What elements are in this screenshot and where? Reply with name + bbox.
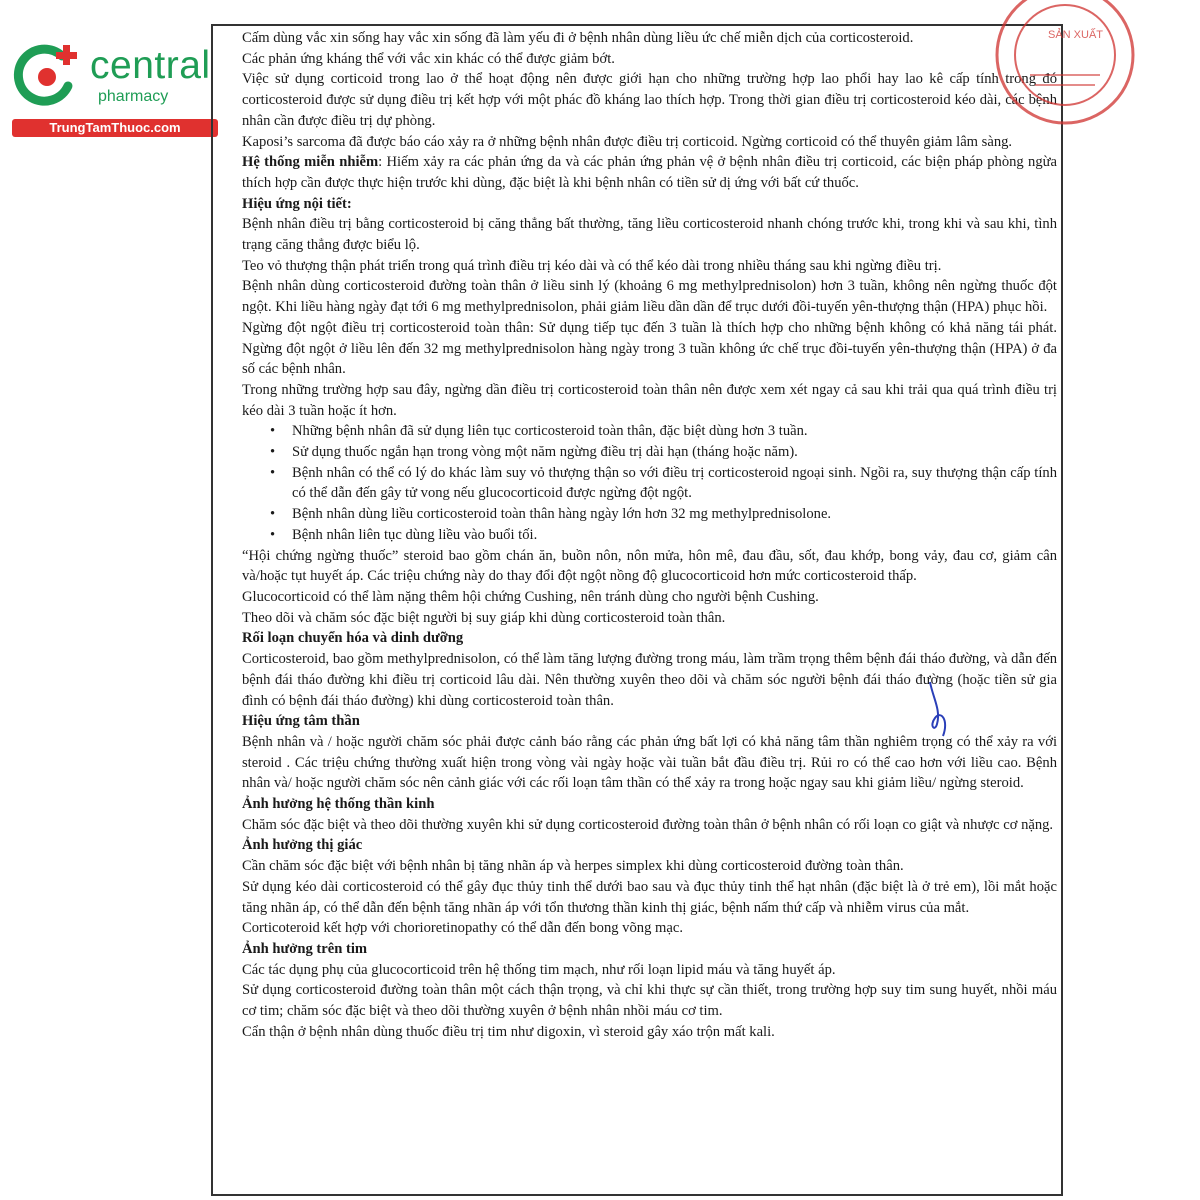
paragraph: Cẩn thận ở bệnh nhân dùng thuốc điều trị tim như digoxin, vì steroid gây xáo trộn mất kali.: [242, 1023, 775, 1040]
paragraph: Bệnh nhân điều trị bằng corticosteroid bị căng thẳng bất thường, tăng liều corticosteroid nhanh chóng trước khi, trong khi và sau khi, tình trạng căng thẳng được biểu lộ.: [242, 216, 1057, 254]
paragraph: Ngừng đột ngột điều trị corticosteroid toàn thân: Sử dụng tiếp tục đến 3 tuần là thích hợp cho những bệnh không có khả năng tái phát. Ngừng đột ngột ở liều lên đến 32 mg methylprednisolon hàng ngày trong 3 tuần không ức chế trục đồi-tuyến yên-thượng thận (HPA) ở đa số các bệnh nhân.: [242, 319, 1057, 378]
paragraph: Sử dụng corticosteroid đường toàn thân một cách thận trọng, và chỉ khi thực sự cần thiết, trong trường hợp suy tim sung huyết, nhồi máu cơ tim; chăm sóc đặc biệt và theo dõi thường xuyên ở bệnh nhân nhồi máu cơ tim.: [242, 982, 1057, 1020]
brand-subtitle: pharmacy: [98, 88, 169, 105]
paragraph: Các tác dụng phụ của glucocorticoid trên hệ thống tim mạch, như rối loạn lipid máu và tăng huyết áp.: [242, 961, 836, 978]
paragraph: Các phản ứng kháng thể với vắc xin khác có thể được giảm bớt.: [242, 50, 615, 67]
paragraph: Trong những trường hợp sau đây, ngừng dần điều trị corticosteroid toàn thân nên được xem xét ngay cả sau khi trải qua quá trình điều trị kéo dài 3 tuần hoặc ít hơn.: [242, 381, 1057, 419]
list-item: • Bệnh nhân liên tục dùng liều vào buổi tối.: [292, 525, 1057, 546]
vision-heading: Ảnh hưởng thị giác: [242, 837, 363, 854]
brand-website-link[interactable]: TrungTamThuoc.com: [12, 119, 218, 137]
immune-label: Hệ thống miễn nhiễm: [242, 154, 379, 171]
pharmacy-cross-logo-icon: [10, 40, 84, 114]
paragraph: Bệnh nhân và / hoặc người chăm sóc phải được cảnh báo rằng các phản ứng bất lợi có khả năng tâm thần nghiêm trọng có thể xảy ra với steroid . Các triệu chứng thường xuất hiện trong vòng vài ngày hoặc vài tuần bắt đầu điều trị. Rủi ro có thể cao hơn với liều cao. Bệnh nhân và/ hoặc người chăm sóc nên cảnh giác với các rối loạn tâm thần có thể xảy ra trong hoặc ngay sau khi giảm liều/ ngừng steroid.: [242, 733, 1057, 792]
list-item: • Bệnh nhân có thể có lý do khác làm suy vỏ thượng thận so với điều trị corticosteroid ngoại sinh. Ngồi ra, suy thượng thận cấp tính có thể dẫn đến gây tử vong nếu glucocorticoid được ngừng đột ngột.: [292, 463, 1057, 504]
heart-heading: Ảnh hưởng trên tim: [242, 940, 368, 957]
paragraph: Theo dõi và chăm sóc đặc biệt người bị suy giáp khi dùng corticosteroid toàn thân.: [242, 609, 726, 626]
immune-paragraph: [242, 152, 1057, 193]
paragraph: Teo vỏ thượng thận phát triển trong quá trình điều trị kéo dài và có thể kéo dài trong nhiều tháng sau khi ngừng điều trị.: [242, 257, 942, 274]
immune-text: : Hiếm xảy ra các phản ứng da và các phản ứng phản vệ ở bệnh nhân điều trị corticoid, các biện pháp phòng ngừa thích hợp cần được thực hiện trước khi dùng, đặc biệt là khi bệnh nhân có tiền sử dị ứng với bất cứ thuốc.: [242, 154, 1057, 191]
psych-heading: Hiệu ứng tâm thần: [242, 713, 360, 730]
paragraph: Corticoteroid kết hợp với chorioretinopathy có thể dẫn đến bong võng mạc.: [242, 920, 683, 937]
central-pharmacy-logo[interactable]: [10, 40, 215, 140]
paragraph: Cấm dùng vắc xin sống hay vắc xin sống đã làm yếu đi ở bệnh nhân dùng liều ức chế miễn dịch của corticosteroid.: [242, 30, 914, 46]
nervous-heading: Ảnh hưởng hệ thống thần kinh: [242, 796, 435, 813]
list-item: • Sử dụng thuốc ngắn hạn trong vòng một năm ngừng điều trị dài hạn (tháng hoặc năm).: [292, 442, 1057, 463]
bullet-list: [242, 421, 1057, 545]
paragraph: “Hội chứng ngừng thuốc” steroid bao gồm chán ăn, buồn nôn, nôn mửa, hôn mê, đau đầu, sốt, đau khớp, bong vảy, đau cơ, giảm cân và/hoặc tụt huyết áp. Các triệu chứng này do thay đổi đột ngột nồng độ glucocorticoid hơn mức corticosteroid thấp.: [242, 547, 1057, 585]
paragraph: Chăm sóc đặc biệt và theo dõi thường xuyên khi sử dụng corticosteroid đường toàn thân ở bệnh nhân có rối loạn co giật và nhược cơ nặng.: [242, 816, 1054, 833]
paragraph: Bệnh nhân dùng corticosteroid đường toàn thân ở liều sinh lý (khoảng 6 mg methylprednisolon) hơn 3 tuần, không nên ngừng thuốc đột ngột. Khi liều hàng ngày đạt tới 6 mg methylprednisolon, phải giảm liều dần dần để trục dưới đồi-tuyến yên-thượng thận (HPA) phục hồi.: [242, 278, 1057, 316]
endocrine-label: Hiệu ứng nội tiết: [242, 195, 347, 212]
paragraph: Glucocorticoid có thể làm nặng thêm hội chứng Cushing, nên tránh dùng cho người bệnh Cushing.: [242, 588, 819, 605]
list-item: • Bệnh nhân dùng liều corticosteroid toàn thân hàng ngày lớn hơn 32 mg methylprednisolone.: [292, 504, 1057, 525]
paragraph: Kaposi’s sarcoma đã được báo cáo xảy ra ở những bệnh nhân được điều trị corticoid. Ngừng corticoid có thể thuyên giảm lâm sàng.: [242, 133, 1013, 150]
paragraph: Sử dụng kéo dài corticosteroid có thể gây đục thủy tinh thể dưới bao sau và đục thủy tinh thể hạt nhân (đặc biệt là ở trẻ em), lồi mắt hoặc tăng nhãn áp, có thể dẫn đến bệnh tăng nhãn áp với tổn thương thần kinh thị giác, bệnh nấm thứ cấp và nhiễm virus của mắt.: [242, 878, 1057, 916]
endocrine-heading: Hiệu ứng nội tiết:: [242, 195, 352, 212]
list-item: • Những bệnh nhân đã sử dụng liên tục corticosteroid toàn thân, đặc biệt dùng hơn 3 tuần.: [292, 421, 1057, 442]
stamp-text: SẢN XUẤT: [1048, 29, 1104, 41]
paragraph: Corticosteroid, bao gồm methylprednisolon, có thể làm tăng lượng đường trong máu, làm trầm trọng thêm bệnh đái tháo đường, và dẫn đến bệnh đái tháo đường khi điều trị corticoid lâu dài. Nên thường xuyên theo dõi và chăm sóc người bệnh đái tháo đường (hoặc tiền sử gia đình có bệnh đái tháo đường) khi dùng corticosteroid toàn thân.: [242, 651, 1057, 709]
document-content: [242, 28, 1057, 1042]
paragraph: Cần chăm sóc đặc biệt với bệnh nhân bị tăng nhãn áp và herpes simplex khi dùng corticosteroid đường toàn thân.: [242, 858, 904, 875]
brand-name: central: [90, 44, 211, 87]
metabolic-heading: Rối loạn chuyển hóa và dinh dưỡng: [242, 630, 464, 647]
paragraph: Việc sử dụng corticoid trong lao ở thể hoạt động nên được giới hạn cho những trường hợp lao phổi hay lao kê cấp tính trong đó corticosteroid được sử dụng điều trị kết hợp với một phác đồ kháng lao thích hợp. Trong thời gian điều trị corticosteroid kéo dài, các bệnh nhân cần được điều trị dự phòng.: [242, 71, 1057, 129]
document-page: [211, 24, 1063, 1196]
